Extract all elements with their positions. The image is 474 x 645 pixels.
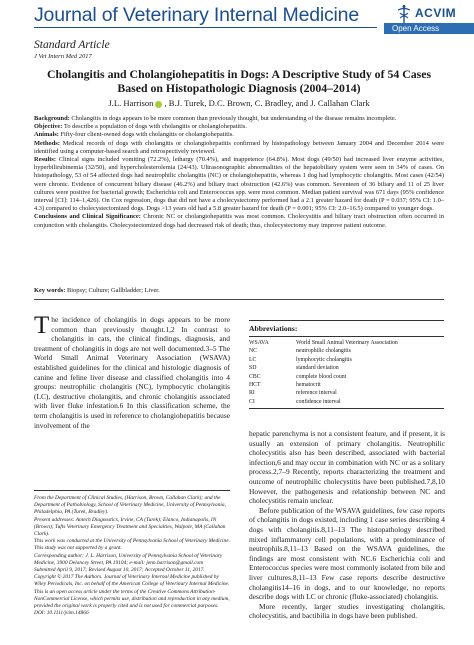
logo-text: ACVIM — [415, 6, 457, 20]
abstract-animals: Animals: Fifty-four client-owned dogs with cholangitis or cholangiohepatitis. — [34, 131, 234, 139]
footnote-corresponding: Corresponding author: J. L. Harrison, University of Pennsylvania School of Veterinary Medicine, 3900 Delancey Street, PA 19104; e-mail: jenn.harrison@gmail.com — [34, 552, 223, 566]
abbrev-row: CI confidence interval — [249, 398, 341, 405]
abstract-objective: Objective: To describe a population of dogs with cholangitis or cholangiohepatitis. — [34, 123, 247, 131]
intro-paragraph: The incidence of cholangitis in dogs appears to be more common than previously thought.1,2 In contrast to cholangitis in cats, the clinical findings, diagnosis, and treatment of cholangitis in dogs are not well documented.3–5 The World Small Animal Veterinary Association (WSAVA) established guidelines for the clinical and histologic diagnosis of canine and feline liver disease and classified cholangitis into 4 groups: neutrophilic cholangitis (NC), lymphocytic cholangitis (LC), destructive cholangitis, and chronic cholangitis associated with liver fluke infestation.6 In this classification scheme, the term cholangitis is used in reference to cholangiohepatitis because involvement of the — [34, 312, 230, 430]
abbrev-row: WSAVA World Small Animal Veterinary Association — [249, 340, 398, 346]
journal-title: Journal of Veterinary Internal Medicine — [34, 4, 359, 26]
body-paragraph: hepatic parenchyma is not a consistent feature, and if present, it is usually an extension of primary cholangitis. Neutrophilic cholecystitis also has been described, associated with bacterial infection,6 and may occur in combination with NC or as a solitary process.2,7–9 Recently, reports characterizing the treatment and outcome of neutrophilic cholecystitis have been published.7,8,10 However, the pathogenesis and relationship between NC and cholecystitis remain unclear. — [249, 429, 445, 506]
abbrev-row: SD standard deviation — [249, 365, 339, 372]
citation: J Vet Intern Med 2017 — [34, 53, 92, 60]
body-left-column — [34, 312, 230, 430]
abbrev-row: RI reference interval — [249, 390, 337, 397]
body-paragraph: More recently, larger studies investigating cholangitis, cholecystitis, and bactibilia in dogs have been published. — [249, 601, 445, 621]
article-type: Standard Article — [34, 39, 110, 51]
drop-cap: T — [34, 312, 50, 339]
body-paragraph: Before publication of the WSAVA guidelines, few case reports of cholangitis in dogs existed, including 1 case series describing 4 dogs with cholangitis.8,11–13 The histopathology described mixed inflammatory cell populations, with a predominance of neutrophils.8,11–13 Based on the WSAVA guidelines, the findings are most consistent with NC.6 Escherichia coli and Enterococcus species were most commonly isolated from bile and liver cultures.8,11–13 Few case reports describe destructive cholangitis14–16 in dogs, and to our knowledge, no reports describe dogs with LC or chronic (fluke-associated) cholangitis. — [249, 505, 445, 602]
orcid-icon[interactable] — [155, 101, 162, 108]
keywords: Key words: Biopsy; Culture; Gallbladder; Liver. — [34, 287, 160, 294]
abstract-conclusions: Conclusions and Clinical Significance: Chronic NC or cholangiohepatitis was most common. Cholecystitis and biliary tract obstruction often occurred in conjunction with cholangitis. Cholecystectomized dogs had decreased risk of death; thus, cholecystectomy may improve patient outcome. — [34, 213, 444, 229]
header-rule — [34, 27, 377, 28]
abstract-rule — [34, 299, 444, 300]
abstract-methods: Methods: Medical records of dogs with cholangitis or cholangiohepatitis confirmed by histopathology between January 2004 and December 2014 were identified using a computer-based search and retrospectively reviewed. — [34, 139, 444, 155]
footnote-work-location: This work was conducted at the University of Pennsylvania School of Veterinary Medicine. — [34, 538, 230, 545]
body-right-column — [249, 429, 445, 621]
footnote-rule — [34, 490, 230, 491]
footnote-dates: Submitted April 9, 2017; Revised August 10, 2017; Accepted October 11, 2017. — [34, 567, 205, 574]
abstract-background: Background: Cholangitis in dogs appears to be more common than previously thought, but understanding of the disease remains incomplete. — [34, 115, 397, 122]
abbrev-row: NC neutrophilic cholangitis — [249, 348, 351, 355]
footnote-copyright: Copyright © 2017 The Authors. Journal of Veterinary Internal Medicine published by Wiley Periodicals, Inc. on behalf of the American College of Veterinary Internal Medicine. — [34, 574, 230, 588]
abstract-results: Results: Clinical signs included vomiting (72.2%), lethargy (70.4%), and inappetence (64.8%). Most dogs (49/50) had increased liver enzyme activities, hyperbilirubinemia (32/50), and hypercholesterolemia (24/43). Ultrasonographic abnormalities of the hepatobiliary system were seen in 34% of cases. On histopathology, 53 of 54 affected dogs had neutrophilic cholangitis (NC) or cholangiohepatitis, whereas 1 dog had lymphocytic cholangitis. Most cases (42/54) were chronic. Evidence of concurrent biliary disease (46.2%) and biliary tract obstruction (42.6%) was common. Seventeen of 36 biliary and 11 of 25 liver cultures were positive for bacterial growth; Escherichia coli and Enterococcus spp. were most common. Median patient survival was 671 days (95% confidence interval [CI]: 114–1,426). On Cox regression, dogs that did not have a cholecystectomy performed had a 2.1 greater hazard for death (P = 0.037; 95% CI: 1.0–4.3) compared to cholecystectomized dogs. Dogs >13 years old had a 5.8 greater hazard for death (P = 0.001; 95% CI: 2.0–16.5) compared to younger dogs. — [34, 156, 444, 213]
footnote-doi[interactable]: DOI: 10.1111/jvim.14866 — [34, 610, 89, 617]
footnote-present-addresses: Present addresses: Antech Diagnostics, Irvine, CA (Turek); Elanco, Indianapolis, IN (Brown); Tufts Veterinary Emergency Treatment and Specialties, Walpole, MA (Callahan Clark). — [34, 516, 226, 538]
footnote-affiliation: From the Department of Clinical Studies, (Harrison, Brown, Callahan Clark); and the Department of Pathobiology, School of Veterinary Medicine, University of Pennsylvania, Philadelphia, PA (Turek, Bradley). — [34, 495, 226, 516]
article-title: Cholangitis and Cholangiohepatitis in Dogs: A Descriptive Study of 54 Cases Based on Histopathologic Diagnosis (2004–2014) — [46, 67, 432, 95]
footnotes — [34, 495, 230, 617]
footnote-license: This is an open access article under the terms of the Creative Commons Attribution-NonCommercial License, which permits use, distribution and reproduction in any medium, provided the original work is properly cited and is not used for commercial purposes. — [34, 588, 230, 610]
open-access-badge: Open Access — [384, 23, 474, 34]
abstract — [34, 115, 444, 230]
footnote-grant: This study was not supported by a grant. — [34, 545, 122, 552]
author-list — [34, 98, 444, 108]
abbreviations-box — [249, 320, 444, 409]
abbrev-row: HCT hematocrit — [249, 382, 321, 389]
abbreviations-title: Abbreviations: — [249, 321, 444, 337]
other-authors: , B.J. Turek, D.C. Brown, C. Bradley, and J. Callahan Clark — [164, 98, 370, 108]
abbrev-row: LC lymphocytic cholangitis — [249, 356, 352, 363]
first-author: J.L. Harrison — [108, 98, 154, 108]
abbrev-row: CBC complete blood count — [249, 373, 347, 380]
